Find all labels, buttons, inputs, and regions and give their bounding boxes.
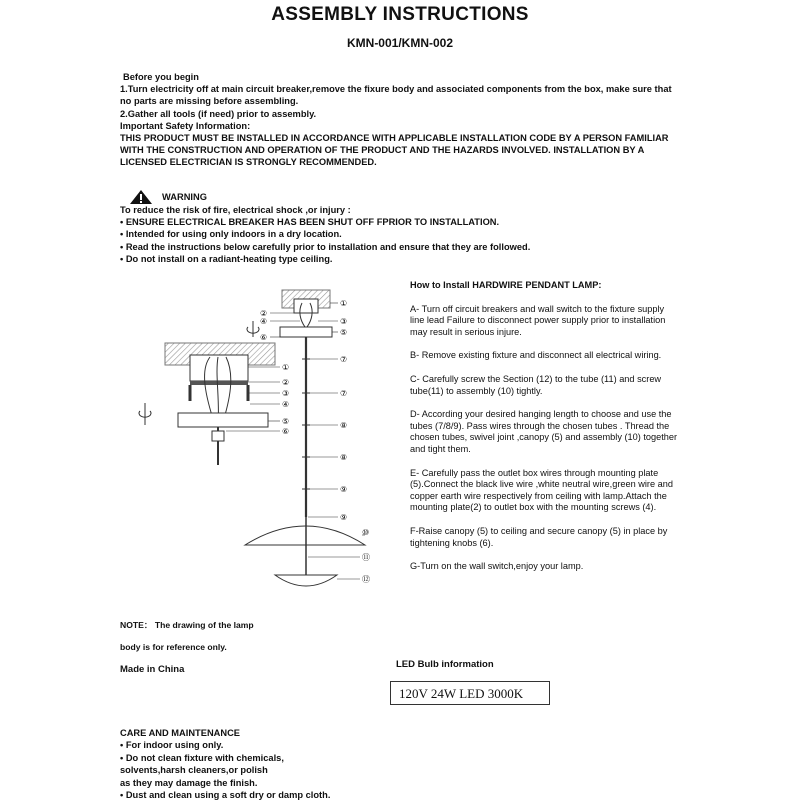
warning-line: • Do not install on a radiant-heating type ceiling. [120, 253, 333, 264]
care-line: as they may damage the finish. [120, 777, 258, 788]
lamp-label: ⑥ [260, 333, 268, 342]
install-step: B- Remove existing fixture and disconnect all electrical wiring. [410, 350, 662, 361]
before-line: no parts are missing before assembling. [120, 96, 299, 107]
lamp-label: ⑪ [362, 553, 370, 562]
install-step: C- Carefully screw the Section (12) to the tube (11) and screw tube(11) to assembly (10) tightly. [410, 373, 662, 396]
lamp-label: ⑧ [340, 421, 348, 430]
lamp-label: ⑫ [362, 575, 370, 584]
warning-header [130, 190, 700, 204]
made-in-label: Made in China [120, 664, 185, 675]
install-step: F-Raise canopy (5) to ceiling and secure canopy (5) in place by tightening knobs (6). [410, 525, 668, 548]
before-heading: Before you begin [123, 72, 199, 82]
care-line: • Dust and clean using a soft dry or damp cloth. [120, 790, 331, 801]
led-spec-box: 120V 24W LED 3000K [390, 681, 550, 705]
lamp-label: ⑦ [340, 355, 348, 364]
warning-section [120, 190, 700, 265]
warning-line: To reduce the risk of fire, electrical shock ,or injury : [120, 205, 351, 215]
lamp-label: ③ [340, 317, 348, 326]
lamp-label: ⑨ [340, 485, 348, 494]
detail-label: ④ [282, 400, 290, 409]
warning-line: • ENSURE ELECTRICAL BREAKER HAS BEEN SHUT OFF FPRIOR TO INSTALLATION. [120, 217, 500, 228]
lamp-diagram [130, 285, 410, 605]
install-step: E- Carefully pass the outlet box wires through mounting plate (5).Connect the black live wire ,white neutral wire,green wire and copper earth wire respectively from ceiling with lamp.Attach the mounting plate(2) to outlet box with the mounting screws (4). [410, 467, 673, 513]
lamp-label: ⑦ [340, 389, 348, 398]
care-line: solvents,harsh cleaners,or polish [120, 765, 268, 776]
install-heading: How to Install HARDWIRE PENDANT LAMP: [410, 280, 602, 290]
lamp-label: ⑨ [340, 513, 348, 522]
model-number: KMN-001/KMN-002 [346, 36, 454, 50]
safety-line: LICENSED ELECTRICIAN IS STRONGLY RECOMMENDED. [120, 157, 377, 168]
lamp-label: ⑩ [362, 528, 370, 537]
warning-line: • Read the instructions below carefully prior to installation and ensure that they are followed. [120, 241, 531, 252]
warning-line: • Intended for using only indoors in a dry location. [120, 229, 342, 240]
intro-section [120, 71, 700, 169]
before-line: 2.Gather all tools (if need) prior to assembly. [120, 108, 317, 119]
care-line: • Do not clean fixture with chemicals, [120, 752, 284, 763]
install-steps [410, 280, 680, 585]
note-line: NOTE： The drawing of the lamp [120, 620, 254, 630]
note-line: body is for reference only. [120, 642, 227, 652]
before-line: 1.Turn electricity off at main circuit breaker,remove the fixure body and associated components from the box, make sure that [120, 84, 672, 95]
page-title: ASSEMBLY INSTRUCTIONS [271, 4, 529, 25]
lamp-label: ⑧ [340, 453, 348, 462]
detail-label: ⑥ [282, 427, 290, 436]
install-step: A- Turn off circuit breakers and wall switch to the fixture supply line lead Failure to disconnect power supply prior to installation may result in serious injure. [410, 303, 666, 337]
safety-line: THIS PRODUCT MUST BE INSTALLED IN ACCORDANCE WITH APPLICABLE INSTALLATION CODE BY A PERSON FAMILIAR [120, 133, 669, 144]
safety-heading: Important Safety Information: [120, 120, 251, 131]
led-heading: LED Bulb information [396, 659, 494, 670]
detail-label: ② [282, 378, 290, 387]
safety-line: WITH THE CONSTRUCTION AND OPERATION OF THE PRODUCT AND THE HAZARDS INVOLVED. INSTALLATION BY A [120, 145, 645, 156]
detail-label: ③ [282, 389, 290, 398]
detail-label: ⑤ [282, 417, 290, 426]
install-step: G-Turn on the wall switch,enjoy your lamp. [410, 561, 584, 572]
care-line: • For indoor using only. [120, 740, 224, 751]
lamp-label: ① [340, 299, 348, 308]
warning-triangle-icon [130, 190, 152, 204]
detail-label: ① [282, 363, 290, 372]
warning-heading: WARNING [162, 191, 207, 202]
care-section [120, 727, 420, 801]
lamp-label: ② [260, 309, 268, 318]
install-step: D- According your desired hanging length to choose and use the tubes (7/8/9). Pass wires through the chosen tubes . Thread the chosen tubes, swivel joint ,canopy (5) and assembly (10) together and tight them. [410, 409, 678, 454]
lamp-label: ⑤ [340, 328, 348, 337]
lamp-label: ④ [260, 317, 268, 326]
care-heading: CARE AND MAINTENANCE [120, 728, 240, 738]
